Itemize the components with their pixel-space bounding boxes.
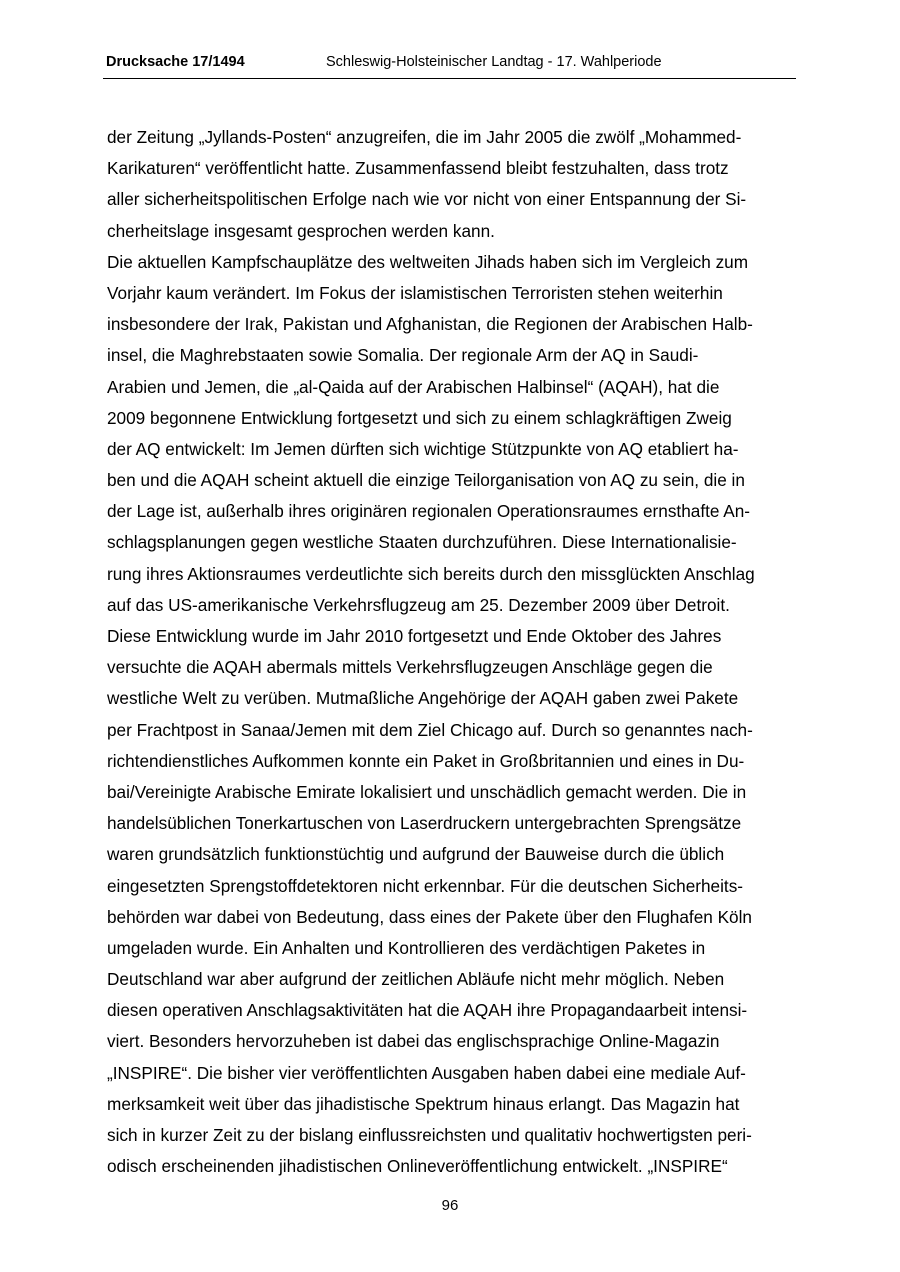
text-line: insel, die Maghrebstaaten sowie Somalia. Der regionale Arm der AQ in Saudi- bbox=[107, 345, 699, 366]
text-line: aller sicherheitspolitischen Erfolge nach wie vor nicht von einer Entspannung der Si- bbox=[107, 189, 747, 210]
text-line: richtendienstliches Aufkommen konnte ein Paket in Großbritannien und eines in Du- bbox=[107, 750, 745, 771]
text-line: bai/Vereinigte Arabische Emirate lokalisiert und unschädlich gemacht werden. Die in bbox=[107, 781, 747, 802]
text-line: diesen operativen Anschlagsaktivitäten hat die AQAH ihre Propagandaarbeit intensi- bbox=[107, 1000, 748, 1021]
text-line: insbesondere der Irak, Pakistan und Afghanistan, die Regionen der Arabischen Halb- bbox=[107, 314, 753, 335]
text-line: behörden war dabei von Bedeutung, dass eines der Pakete über den Flughafen Köln bbox=[107, 906, 752, 927]
parliament-title: Schleswig-Holsteinischer Landtag - 17. Wahlperiode bbox=[326, 54, 662, 70]
text-line: eingesetzten Sprengstoffdetektoren nicht erkennbar. Für die deutschen Sicherheits- bbox=[107, 875, 744, 896]
text-line: per Frachtpost in Sanaa/Jemen mit dem Ziel Chicago auf. Durch so genanntes nach- bbox=[107, 719, 753, 740]
text-line: waren grundsätzlich funktionstüchtig und aufgrund der Bauweise durch die üblich bbox=[107, 844, 725, 865]
text-line: sich in kurzer Zeit zu der bislang einflussreichsten und qualitativ hochwertigsten peri- bbox=[107, 1125, 752, 1145]
text-line: umgeladen wurde. Ein Anhalten und Kontrollieren des verdächtigen Paketes in bbox=[107, 937, 706, 958]
text-line: 2009 begonnene Entwicklung fortgesetzt und sich zu einem schlagkräftigen Zweig bbox=[107, 407, 732, 428]
text-line: Karikaturen“ veröffentlicht hatte. Zusammenfassend bleibt festzuhalten, dass trotz bbox=[107, 158, 729, 179]
text-line: der Zeitung „Jyllands-Posten“ anzugreifen, die im Jahr 2005 die zwölf „Mohammed- bbox=[107, 127, 742, 147]
text-line: auf das US-amerikanische Verkehrsflugzeug am 25. Dezember 2009 über Detroit. bbox=[107, 594, 730, 615]
page-number: 96 bbox=[441, 1197, 459, 1214]
body-text bbox=[107, 122, 797, 1182]
text-line: odisch erscheinenden jihadistischen Onlineveröffentlichung entwickelt. „INSPIRE“ bbox=[107, 1156, 728, 1177]
text-line: viert. Besonders hervorzuheben ist dabei das englischsprachige Online-Magazin bbox=[107, 1031, 720, 1052]
text-line: ben und die AQAH scheint aktuell die einzige Teilorganisation von AQ zu sein, die in bbox=[107, 470, 745, 491]
text-line: versuchte die AQAH abermals mittels Verkehrsflugzeugen Anschläge gegen die bbox=[107, 657, 713, 678]
text-line: cherheitslage insgesamt gesprochen werden kann. bbox=[107, 220, 495, 241]
text-line: Deutschland war aber aufgrund der zeitlichen Abläufe nicht mehr möglich. Neben bbox=[107, 969, 725, 990]
text-line: Diese Entwicklung wurde im Jahr 2010 fortgesetzt und Ende Oktober des Jahres bbox=[107, 626, 722, 646]
text-line: handelsüblichen Tonerkartuschen von Laserdruckern untergebrachten Sprengsätze bbox=[107, 813, 742, 834]
text-line: westliche Welt zu verüben. Mutmaßliche Angehörige der AQAH gaben zwei Pakete bbox=[107, 688, 739, 709]
text-line: Vorjahr kaum verändert. Im Fokus der islamistischen Terroristen stehen weiterhin bbox=[107, 282, 723, 303]
text-line: merksamkeit weit über das jihadistische Spektrum hinaus erlangt. Das Magazin hat bbox=[107, 1093, 740, 1114]
text-line: der AQ entwickelt: Im Jemen dürften sich wichtige Stützpunkte von AQ etabliert ha- bbox=[107, 438, 739, 459]
text-line: rung ihres Aktionsraumes verdeutlichte sich bereits durch den missglückten Anschlag bbox=[107, 563, 755, 584]
document-number: Drucksache 17/1494 bbox=[106, 54, 245, 70]
text-line: schlagsplanungen gegen westliche Staaten durchzuführen. Diese Internationalisie- bbox=[107, 532, 737, 553]
page-header bbox=[103, 50, 796, 79]
text-line: Arabien und Jemen, die „al-Qaida auf der Arabischen Halbinsel“ (AQAH), hat die bbox=[107, 376, 720, 397]
text-line: der Lage ist, außerhalb ihres originären regionalen Operationsraumes ernsthafte An- bbox=[107, 501, 750, 522]
text-line: „INSPIRE“. Die bisher vier veröffentlichten Ausgaben haben dabei eine mediale Auf- bbox=[107, 1062, 746, 1083]
text-line: Die aktuellen Kampfschauplätze des weltweiten Jihads haben sich im Vergleich zum bbox=[107, 251, 749, 272]
